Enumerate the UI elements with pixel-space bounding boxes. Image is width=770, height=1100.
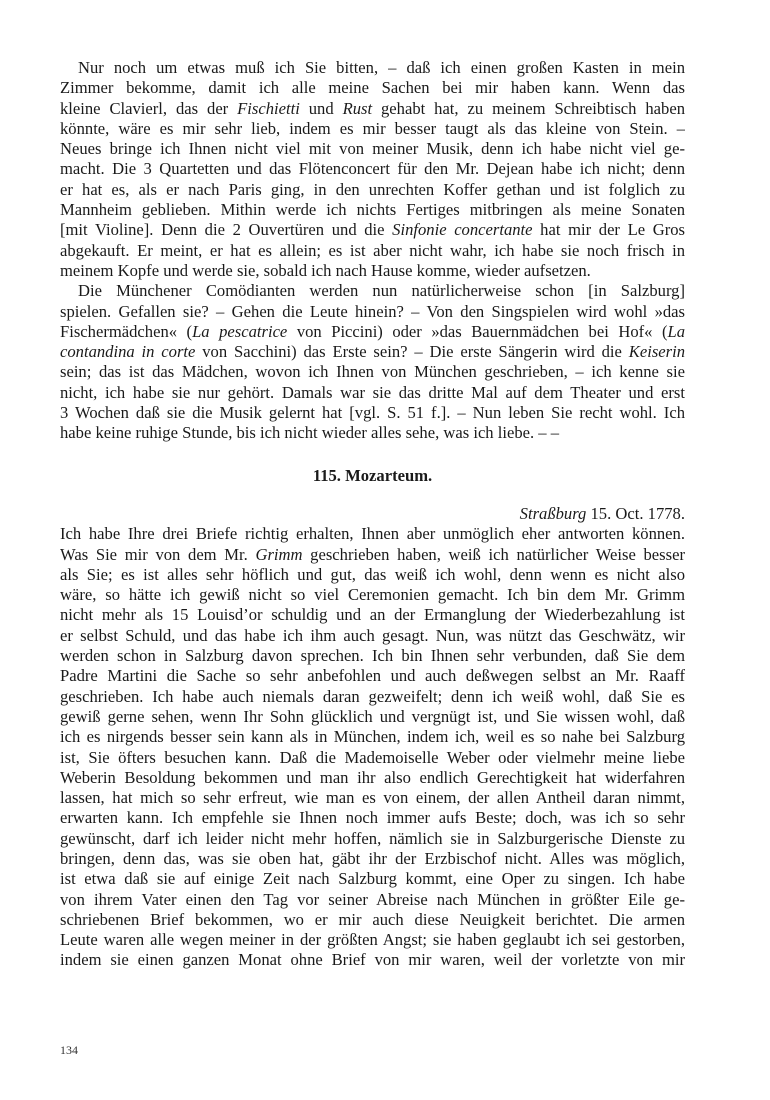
italic-segment: Fischietti (237, 98, 300, 118)
text-segment: gehabt hat, zu meinem Schreibtisch haben (372, 98, 685, 118)
text-segment: hat mir der Le Gros (532, 220, 685, 240)
italic-segment: Keiserin (628, 342, 685, 362)
text-line: bringen, denn das, was sie oben hat, gäbt ihr der Erzbischof nicht. Alles was möglich, (60, 848, 685, 868)
text-segment: Was Sie mir von dem Mr. (60, 544, 256, 564)
text-line: indem sie einen ganzen Monat ohne Brief von mir waren, weil der vorletzte von mir (60, 950, 685, 970)
text-line: Weberin Besoldung bekommen und man ihr also endlich Gerechtigkeit hat widerfahren (60, 767, 685, 787)
text-line: geschrieben. Ich habe auch niemals daran gezweifelt; denn ich weiß wohl, daß Sie es (60, 686, 685, 706)
text-line (60, 220, 685, 240)
text-segment: von Sacchini) das Erste sein? – Die erste Sängerin wird die (195, 342, 629, 362)
text-line: lassen, hat mich so sehr erfreut, wie man es von einem, der allen Antheil daran nimmt, (60, 788, 685, 808)
italic-segment: Rust (342, 98, 373, 118)
text-line: Die Münchener Comödianten werden nun natürlicherweise schon [in Salzburg] (78, 281, 685, 301)
text-line: spielen. Gefallen sie? – Gehen die Leute hinein? – Von den Singspielen wird wohl »das (60, 301, 685, 321)
text-line: nicht, ich habe sie nur gehört. Damals war sie das dritte Mal auf dem Theater und erst (60, 382, 685, 402)
text-line: Leute waren alle wegen meiner in der größten Angst; sie haben geglaubt ich sei gestorben, (60, 930, 685, 950)
text-line: Mannheim geblieben. Mithin werde ich nichts Fertiges mitbringen als meine Sonaten (60, 200, 685, 220)
letter-place: Straßburg (519, 503, 587, 523)
text-line: Ich habe Ihre drei Briefe richtig erhalten, Ihnen aber unmöglich eher antworten können. (60, 524, 685, 544)
text-segment: kleine Clavierl, das der (60, 98, 238, 118)
text-line: gewünscht, darf ich leider nicht mehr hoffen, nämlich sie in Salzburgerische Dienste zu (60, 828, 685, 848)
text-line: macht. Die 3 Quartetten und das Flötenconcert für den Mr. Dejean habe ich nicht; denn (60, 159, 685, 179)
text-line: wäre, so hätte ich gewiß nicht so viel Ceremonien gemacht. Ich bin dem Mr. Grimm (60, 585, 685, 605)
text-line: ist etwa daß sie auf einige Zeit nach Salzburg kommt, eine Oper zu singen. Ich habe (60, 869, 685, 889)
text-line: erwarten kann. Ich empfehle sie Ihnen noch immer aufs Beste; doch, was ich so sehr (60, 808, 685, 828)
italic-segment: Sinfonie concertante (392, 220, 533, 240)
letter-date: 15. Oct. 1778. (586, 503, 685, 523)
italic-segment: La (667, 321, 685, 341)
text-segment: und (299, 98, 343, 118)
text-line: Padre Martini die Sache so sehr anbefohlen und auch deßwegen selbst an Mr. Raaff (60, 666, 685, 686)
text-line (60, 99, 685, 119)
paragraph-comedians (60, 281, 685, 443)
text-line: könnte, wäre es mir sehr lieb, indem es mir besser taugt als das kleine von Stein. – (60, 118, 685, 138)
text-segment: Fischermädchen« ( (60, 321, 193, 341)
text-line: schriebenen Brief bekommen, wo er mir auch diese Neuigkeit berichtet. Die armen (60, 909, 685, 929)
text-segment: geschrieben haben, weiß ich natürlicher Weise besser (302, 544, 685, 564)
text-segment: von Piccini) oder »das Bauernmädchen bei Hof« ( (287, 321, 668, 341)
text-line: Neues bringe ich Ihnen nicht viel mit von meiner Musik, denn ich habe nicht viel ge- (60, 139, 685, 159)
text-line: Zimmer bekomme, damit ich alle meine Sachen bei mir haben kann. Wenn das (60, 78, 685, 98)
italic-segment: contandina in corte (60, 342, 196, 362)
italic-segment: Grimm (255, 544, 303, 564)
text-line: er selbst Schuld, und das habe ich ihm auch gesagt. Nun, was nützt das Geschwätz, wir (60, 625, 685, 645)
page-number: 134 (60, 1043, 78, 1057)
text-line: ist, Sie öfters besuchen kann. Daß die Mademoiselle Weber oder vielmehr meine liebe (60, 747, 685, 767)
text-line: ich es nirgends besser sein kann als in München, indem ich, weil es so nahe bei Salzburg (60, 727, 685, 747)
text-line: habe keine ruhige Stunde, bis ich nicht wieder alles sehe, was ich liebe. – – (60, 423, 560, 443)
italic-segment: La pescatrice (192, 321, 288, 341)
text-line (60, 342, 685, 362)
text-line: Nur noch um etwas muß ich Sie bitten, – daß ich einen großen Kasten in mein (78, 58, 685, 77)
letter-dateline (60, 504, 685, 524)
text-line: von ihrem Vater einen den Tag vor seiner Abreise nach München in größter Eile ge- (60, 889, 685, 909)
letter-body (60, 524, 685, 971)
text-line: er hat es, als er nach Paris ging, in den unrechten Koffer gethan und ist folglich zu (60, 179, 685, 199)
text-line: werden schon in Salzburg davon sprechen. Ich bin Ihnen sehr verbunden, daß Sie dem (60, 646, 685, 666)
text-line: gewiß gerne sehen, wenn Ihr Sohn glücklich und vergnügt ist, und Sie wissen wohl, daß (60, 706, 685, 726)
text-line: als Sie; es ist alles sehr höflich und gut, das weiß ich wohl, denn wenn es nicht also (60, 564, 685, 584)
text-line: 3 Wochen daß sie die Musik gelernt hat [vgl. S. 51 f.]. – Nun leben Sie recht wohl. Ich (60, 403, 685, 423)
text-line: meinem Kopfe und werde sie, sobald ich nach Hause komme, wieder aufsetzen. (60, 260, 591, 280)
paragraph-request (60, 58, 685, 281)
text-segment: [mit Violine]. Denn die 2 Ouvertüren und die (60, 220, 393, 240)
text-line: abgekauft. Er meint, er hat es allein; es ist aber nicht wahr, ich habe sie noch frisch in (60, 240, 685, 260)
text-line: sein; das ist das Mädchen, wovon ich Ihnen von München geschrieben, – ich kenne sie (60, 362, 685, 382)
text-line (60, 322, 685, 342)
text-line (60, 545, 685, 565)
letter-heading: 115. Mozarteum. (312, 465, 433, 485)
text-line: nicht mehr als 15 Louisd’or schuldig und an der Ermanglung der Wiederbezahlung ist (60, 605, 685, 625)
page-body (60, 58, 685, 971)
